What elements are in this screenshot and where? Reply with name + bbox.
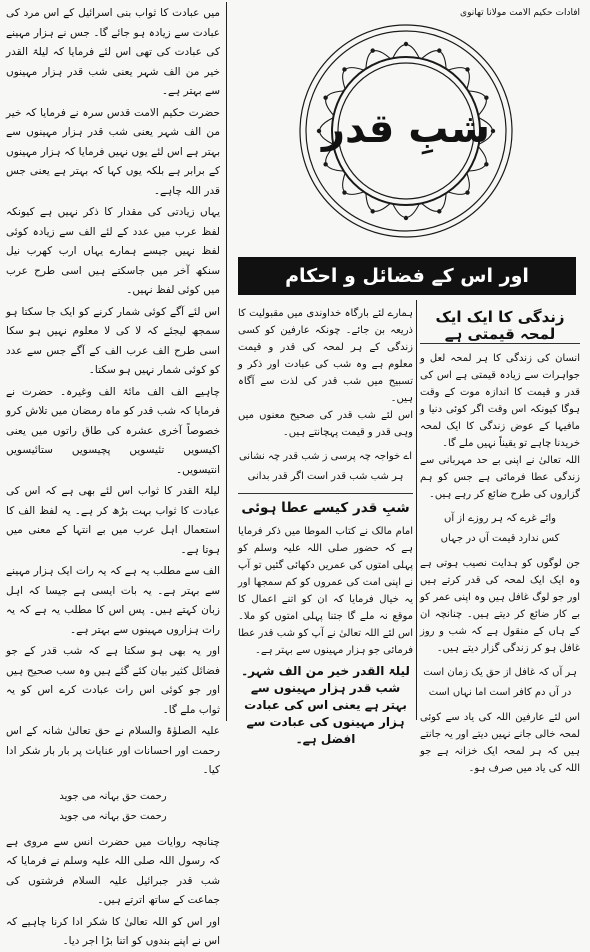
poem-line: ہر آں کہ غافل از حق یک زمان است: [423, 667, 577, 678]
medallion-dot: [484, 96, 488, 100]
left-paragraph: اور یہ بھی ہو سکتا ہے کہ شب قدر کے جو فضائل کثیر بیان کئے گئے ہیں وہ سب صحیح ہیں اور جو کوئی اس رات عبادت کرے اس کو یہ ثواب ملے گا۔: [6, 645, 220, 716]
left-paragraph: لیلۃ القدر کا ثواب اس لئے بھی ہے کہ اس کی عبادت کا ثواب بہت بڑھ کر ہے۔ یہ لفظ الف کا استعمال اہل عرب میں بے انتہا کے معنی میں ہوتا ہے۔: [6, 485, 220, 556]
poem-line: ہر شب شب قدر است اگر قدر بدانی: [247, 471, 404, 482]
medallion-dot: [404, 216, 408, 220]
medallion-dot: [342, 190, 346, 194]
title-banner: اور اس کے فضائل و احکام: [238, 257, 576, 295]
left-paragraph: حضرت حکیم الامت قدس سرہ نے فرمایا کہ خیر من الف شہر یعنی شب قدر ہزار مہینوں سے بہتر ہے اس لئے یوں نہیں فرمایا کہ ہزار مہینوں کے برابر ہے بلکہ یوں کہا کہ بہتر ہے یعنی جس قدر اللہ چاہے۔: [6, 106, 220, 197]
section-heading: شبِ قدر کیسے عطا ہوئی: [241, 500, 410, 516]
medallion-dot: [465, 67, 469, 71]
column-divider: [416, 300, 417, 720]
poem-line: اے خواجہ چہ پرسی ز شب قدر چہ نشانی: [238, 451, 413, 462]
poem-line: وائے غرے کہ ہر روزے از آں: [443, 513, 556, 524]
middle-poem: [238, 447, 413, 487]
left-column: [6, 4, 220, 947]
middle-intro-2: اس لئے شب قدر کی صحیح معنوں میں وہی قدر و قیمت پہچانتے ہیں۔: [238, 410, 413, 438]
medallion-dot: [491, 129, 495, 133]
section-heading: زندگی کا ایک ایک لمحہ قیمتی ہے: [420, 309, 580, 344]
medallion-dot: [323, 162, 327, 166]
medallion-dot: [317, 129, 321, 133]
left-paragraph: میں عبادت کا ثواب بنی اسرائیل کے اس مرد کی عبادت سے زیادہ ہو جائے گا۔ جس نے ہزار مہینے کی عبادت کی تھی اس لئے فرمایا کہ لیلۃ القدر خیر من الف شہر یعنی شب قدر ہزار مہینوں سے بہتر ہے۔: [6, 7, 220, 97]
left-poem: [6, 787, 220, 827]
poem-line: رحمت حق بہانہ می جوید: [59, 810, 167, 822]
ornamental-medallion: [295, 20, 517, 242]
medallion-dot: [323, 96, 327, 100]
ayah-text: لیلۃ القدر خیر من الف شہر۔ شب قدر ہزار مہینوں سے بہتر ہے یعنی اس کی عبادت ہزار مہینوں کی عبادت سے افضل ہے۔: [241, 664, 410, 746]
byline: افادات حکیم الامت مولانا تھانوی: [460, 8, 580, 18]
right-body: انسان کی زندگی کا ہر لمحہ لعل و جواہرات سے زیادہ قیمتی ہے اس کی قدر و قیمت کا اندازہ موت کے وقت ہوگا کیونکہ اس وقت اگر کوئی دنیا و مافیہا کے عوض زندگی کا ایک لمحہ خریدنا چاہے تو یقیناً نہیں ملے گا۔: [420, 353, 580, 449]
medallion-dot: [465, 190, 469, 194]
middle-body: امام مالک نے کتاب الموطا میں ذکر فرمایا ہے کہ حضور صلی اللہ علیہ وسلم کو پہلی امتوں کی عمریں دکھائی گئیں تو آپ نے اپنی امت کی عمروں کو کم سمجھا اور یہ خیال فرمایا کہ ان کو اتنے اعمال کا موقع نہ ملے گا جتنا پہلی امتوں کو ملا۔ اس لئے اللہ تعالیٰ نے آپ کو شب قدر عطا فرمائی جو ہزار مہینوں سے بہتر ہے۔: [238, 526, 413, 656]
left-paragraph: علیہ الصلوٰۃ والسلام نے حق تعالیٰ شانہ کے اس رحمت اور احسانات اور عنایات پر بار بار شکر ادا کیا۔: [6, 725, 220, 776]
left-paragraph: چنانچہ روایات میں حضرت انس سے مروی ہے کہ رسول اللہ صلی اللہ علیہ وسلم نے فرمایا کہ شب قدر جبرائیل علیہ السلام فرشتوں کی جماعت کے ساتھ اترتے ہیں۔: [6, 835, 220, 906]
medallion-dot: [437, 48, 441, 52]
poem-line: در آں دم کافر است اما نہاں است: [428, 687, 572, 698]
medallion-dot: [437, 209, 441, 213]
left-paragraph: اور اس کو اللہ تعالیٰ کا شکر ادا کرنا چاہیے کہ اس نے اپنے بندوں کو اتنا بڑا اجر دیا۔: [6, 915, 220, 947]
medallion-dot: [371, 48, 375, 52]
left-paragraph: اس لئے آگے کوئی شمار کرنے کو ایک جا سکتا ہو سمجھ لیجئے کہ لا کی لا معلوم نہیں ہو سکا اسی طرح الف عرب الف کے آگے جس سے عدد کو کوئی شمار نہیں ہو سکتا۔: [6, 305, 220, 376]
poem-line: کس ندارد قیمت آں در جہاں: [440, 533, 560, 544]
medallion-dot: [342, 67, 346, 71]
middle-intro: ہمارے لئے بارگاہ خداوندی میں مقبولیت کا ذریعہ بن جائے۔ چونکہ عارفین کو کسی زندگی کے ہر لمحہ کی قدر و قیمت معلوم ہے وہ شب کی عبادت اور ذکر و تسبیح میں شب قدر کی لذت سے آگاہ ہیں۔: [238, 308, 413, 404]
right-body: اللہ تعالیٰ نے اپنی بے حد مہربانی سے زندگی عطا فرمائی ہے جس کو ہم گزاروں کی طرح ضائع کر رہے ہیں۔: [420, 455, 580, 500]
column-divider: [226, 2, 227, 721]
right-column: [420, 305, 580, 777]
poem-line: رحمت حق بہانہ می جوید: [59, 790, 167, 802]
right-poem-2: [420, 663, 580, 703]
right-body: جن لوگوں کو ہدایت نصیب ہوتی ہے وہ ایک ایک لمحہ کی قدر کرتے ہیں اور جو لوگ غافل ہیں وہ اپنی عمر کو بے کار ضائع کر دیتے ہیں۔ چنانچہ ان کے ہاں کے منقول ہے کہ شب و روز غافل ہو کر زندگی گزار دیتے ہیں۔: [420, 558, 580, 654]
medallion-dot: [371, 209, 375, 213]
left-paragraph: چاہیے الف الف مائۃ الف وغیرہ۔ حضرت نے فرمایا کہ شب قدر کو ماہ رمضان میں تلاش کرو خصوصاً آخری عشرہ کی طاق راتوں میں یعنی اکیسویں تئیسویں پچیسویں ستائیسویں انتیسویں۔: [6, 385, 220, 476]
medallion-dot: [404, 42, 408, 46]
divider: [238, 493, 413, 494]
middle-column: [238, 305, 413, 754]
medallion-title: شبِ قدر: [322, 106, 490, 152]
left-paragraph: الف سے مطلب یہ ہے کہ یہ رات ایک ہزار مہینے سے بہتر ہے۔ یہ بات ایسی ہے جیسا کہ اہل زبان کہتے ہیں۔ پس اس کا مطلب یہ ہے کہ یہ رات ہزاروں مہینوں سے بہتر ہے۔: [6, 565, 220, 636]
left-paragraph: یہاں زیادتی کی مقدار کا ذکر نہیں ہے کیونکہ لفظ عرب میں عدد کے لئے الف سے زیادہ کوئی لفظ نہیں جیسے ہمارے یہاں ارب کھرب نیل سنکھ آخر میں جاسکتے ہیں اسی طرح عرب میں کوئی لفظ نہیں۔: [6, 206, 220, 296]
right-body: اس لئے عارفین اللہ کی یاد سے کوئی لمحہ خالی جانے نہیں دیتے اور یہ جانتے ہیں کہ ہر لمحہ ایک خزانہ ہے جو اللہ کی یاد میں صرف ہو۔: [420, 712, 580, 774]
right-poem: [420, 509, 580, 549]
medallion-dot: [484, 162, 488, 166]
